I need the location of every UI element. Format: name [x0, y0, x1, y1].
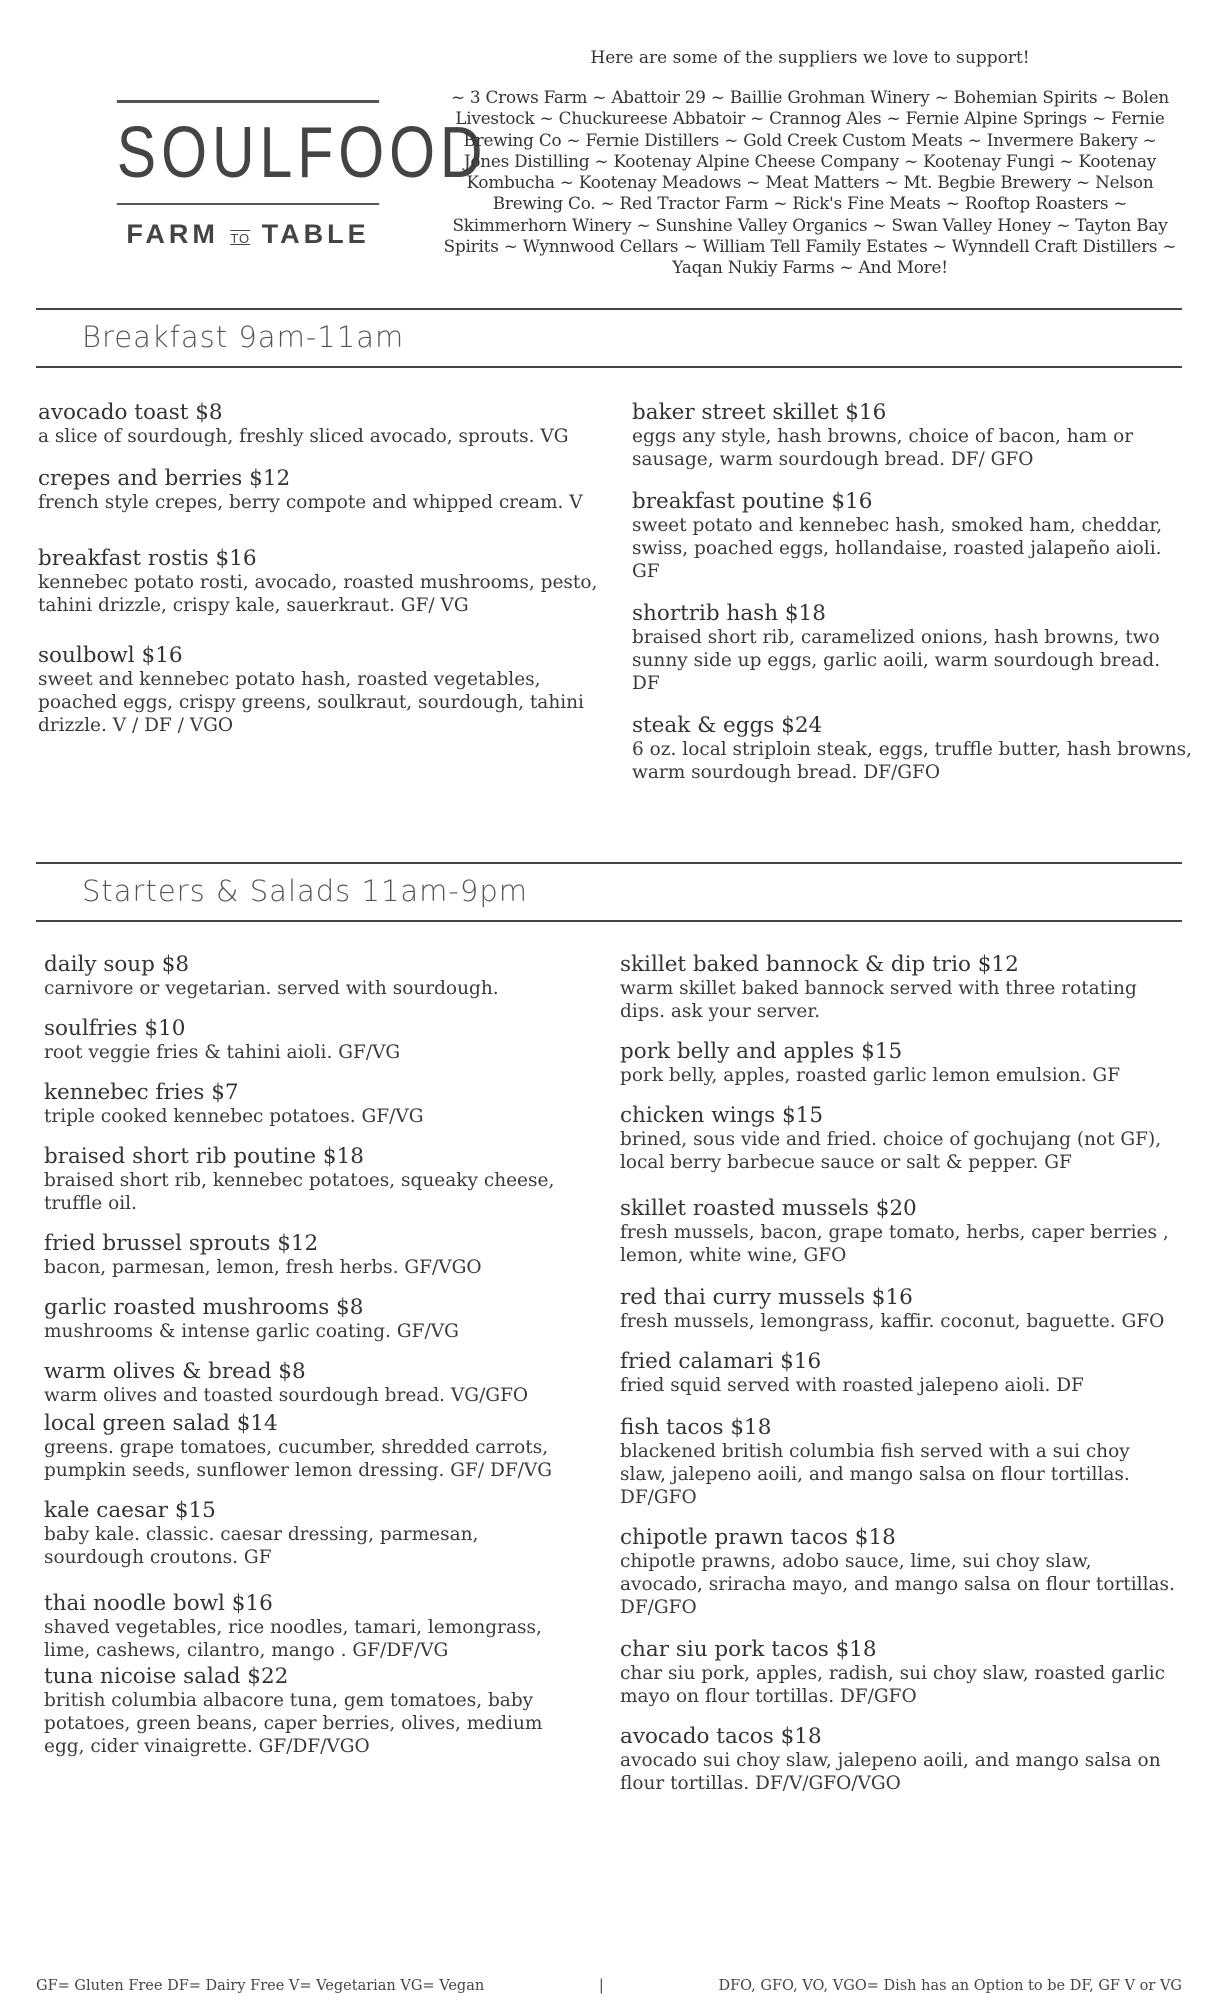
menu-item-description: bacon, parmesan, lemon, fresh herbs. GF/VGO	[44, 1257, 482, 1278]
starters-right-column	[620, 952, 1180, 1795]
logo-tagline	[88, 219, 408, 250]
breakfast-left-column	[38, 400, 598, 737]
menu-item-name: thai noodle bowl $16	[44, 1591, 273, 1616]
menu-item	[44, 1231, 584, 1279]
menu-item	[44, 1591, 584, 1662]
menu-item	[44, 1411, 584, 1482]
menu-item-description: warm skillet baked bannock served with three rotating dips. ask your server.	[620, 978, 1137, 1022]
menu-item	[620, 1285, 1180, 1333]
menu-item	[620, 1415, 1180, 1509]
suppliers-block	[440, 48, 1180, 279]
menu-item-description: char siu pork, apples, radish, sui choy slaw, roasted garlic mayo on flour tortillas. DF/GFO	[620, 1663, 1165, 1707]
menu-item-description: pork belly, apples, roasted garlic lemon emulsion. GF	[620, 1065, 1121, 1086]
menu-item	[632, 713, 1192, 784]
menu-item-description: brined, sous vide and fried. choice of gochujang (not GF), local berry barbecue sauce or salt & pepper. GF	[620, 1129, 1162, 1173]
menu-item	[38, 400, 598, 448]
menu-item-description: kennebec potato rosti, avocado, roasted mushrooms, pesto, tahini drizzle, crispy kale, sauerkraut. GF/ VG	[38, 572, 598, 616]
suppliers-intro: Here are some of the suppliers we love to support!	[590, 48, 1030, 68]
menu-item-description: british columbia albacore tuna, gem tomatoes, baby potatoes, green beans, caper berries, olives, medium egg, cider vinaigrette. GF/DF/VGO	[44, 1690, 543, 1757]
menu-item-name: avocado toast $8	[38, 400, 223, 425]
menu-item-name: red thai curry mussels $16	[620, 1285, 913, 1310]
menu-item-name: skillet roasted mussels $20	[620, 1196, 917, 1221]
menu-item	[620, 1349, 1180, 1397]
dietary-legend-right: DFO, GFO, VO, VGO= Dish has an Option to be DF, GF V or VG	[718, 1978, 1182, 1994]
menu-item-description: warm olives and toasted sourdough bread. VG/GFO	[44, 1385, 529, 1406]
menu-item-name: garlic roasted mushrooms $8	[44, 1295, 364, 1320]
section-divider	[36, 920, 1182, 922]
menu-item-description: braised short rib, kennebec potatoes, squeaky cheese, truffle oil.	[44, 1170, 555, 1214]
menu-item-description: carnivore or vegetarian. served with sourdough.	[44, 978, 499, 999]
menu-item	[44, 1295, 584, 1343]
section-divider	[36, 366, 1182, 368]
menu-item-name: avocado tacos $18	[620, 1724, 822, 1749]
menu-item	[632, 400, 1192, 471]
dietary-legend	[36, 1978, 1182, 1994]
logo-tagline-farm: FARM	[126, 219, 219, 249]
menu-item	[632, 489, 1192, 583]
logo-tagline-table: TABLE	[261, 219, 370, 249]
menu-item-name: shortrib hash $18	[632, 601, 826, 626]
menu-item-description: fried squid served with roasted jalepeno aioli. DF	[620, 1375, 1084, 1396]
menu-item-description: greens. grape tomatoes, cucumber, shredded carrots, pumpkin seeds, sunflower lemon dressing. GF/ DF/VG	[44, 1437, 553, 1481]
menu-item	[620, 1039, 1180, 1087]
menu-item-name: kale caesar $15	[44, 1498, 216, 1523]
menu-item-name: steak & eggs $24	[632, 713, 823, 738]
menu-item-description: sweet potato and kennebec hash, smoked ham, cheddar, swiss, poached eggs, hollandaise, roasted jalapeño aioli. GF	[632, 515, 1163, 582]
menu-item-name: pork belly and apples $15	[620, 1039, 903, 1064]
breakfast-right-column	[632, 400, 1192, 784]
menu-item-name: breakfast rostis $16	[38, 546, 257, 571]
logo-wordmark: SOULFOOD	[117, 100, 379, 205]
menu-item-description: 6 oz. local striploin steak, eggs, truffle butter, hash browns, warm sourdough bread. DF/GFO	[632, 739, 1193, 783]
menu-item-description: chipotle prawns, adobo sauce, lime, sui choy slaw, avocado, sriracha mayo, and mango salsa on flour tortillas. DF/GFO	[620, 1551, 1175, 1618]
menu-item-name: daily soup $8	[44, 952, 190, 977]
menu-item	[44, 1359, 584, 1407]
logo-tagline-to: TO	[230, 231, 251, 246]
section-title-breakfast: Breakfast 9am-11am	[82, 320, 405, 354]
menu-item-description: sweet and kennebec potato hash, roasted vegetables, poached eggs, crispy greens, soulkraut, sourdough, tahini drizzle. V / DF / VGO	[38, 669, 584, 736]
menu-item	[38, 466, 598, 514]
menu-item	[632, 601, 1192, 695]
menu-item	[620, 952, 1180, 1023]
menu-item-description: a slice of sourdough, freshly sliced avocado, sprouts. VG	[38, 426, 569, 447]
menu-item	[44, 1498, 584, 1569]
menu-item-description: eggs any style, hash browns, choice of bacon, ham or sausage, warm sourdough bread. DF/ GFO	[632, 426, 1134, 470]
dietary-legend-left: GF= Gluten Free DF= Dairy Free V= Vegetarian VG= Vegan	[36, 1978, 485, 1994]
logo	[88, 100, 488, 250]
section-title-starters: Starters & Salads 11am-9pm	[82, 874, 529, 908]
menu-item-name: crepes and berries $12	[38, 466, 291, 491]
menu-item	[38, 546, 598, 617]
menu-item-name: braised short rib poutine $18	[44, 1144, 364, 1169]
menu-item-description: triple cooked kennebec potatoes. GF/VG	[44, 1106, 424, 1127]
menu-item-description: french style crepes, berry compote and whipped cream. V	[38, 492, 583, 513]
section-divider	[36, 308, 1182, 310]
menu-item-name: soulbowl $16	[38, 643, 183, 668]
menu-item-name: warm olives & bread $8	[44, 1359, 306, 1384]
menu-item-name: char siu pork tacos $18	[620, 1637, 877, 1662]
menu-item-name: chicken wings $15	[620, 1103, 824, 1128]
menu-item-description: shaved vegetables, rice noodles, tamari, lemongrass, lime, cashews, cilantro, mango . GF/DF/VG	[44, 1617, 542, 1661]
menu-item-name: skillet baked bannock & dip trio $12	[620, 952, 1019, 977]
menu-item-name: breakfast poutine $16	[632, 489, 873, 514]
menu-item	[44, 1080, 584, 1128]
menu-item	[620, 1196, 1180, 1267]
menu-item-description: mushrooms & intense garlic coating. GF/VG	[44, 1321, 459, 1342]
menu-item	[44, 1016, 584, 1064]
menu-item-name: local green salad $14	[44, 1411, 278, 1436]
menu-item-description: root veggie fries & tahini aioli. GF/VG	[44, 1042, 401, 1063]
menu-item-name: chipotle prawn tacos $18	[620, 1525, 896, 1550]
menu-item-name: soulfries $10	[44, 1016, 186, 1041]
menu-item	[38, 643, 598, 737]
menu-item-name: tuna nicoise salad $22	[44, 1664, 289, 1689]
menu-item	[44, 1144, 584, 1215]
menu-item-name: baker street skillet $16	[632, 400, 887, 425]
menu-item	[620, 1724, 1180, 1795]
menu-item-description: baby kale. classic. caesar dressing, parmesan, sourdough croutons. GF	[44, 1524, 479, 1568]
menu-item-description: avocado sui choy slaw, jalepeno aoili, and mango salsa on flour tortillas. DF/V/GFO/VGO	[620, 1750, 1161, 1794]
menu-item-name: fried calamari $16	[620, 1349, 822, 1374]
menu-item-description: braised short rib, caramelized onions, hash browns, two sunny side up eggs, garlic aoili, warm sourdough bread. DF	[632, 627, 1161, 694]
dietary-legend-separator: |	[598, 1978, 604, 1994]
menu-item	[620, 1525, 1180, 1619]
menu-item	[620, 1637, 1180, 1708]
menu-item	[44, 1664, 584, 1758]
menu-item-name: fish tacos $18	[620, 1415, 772, 1440]
starters-left-column	[44, 952, 584, 1758]
menu-item	[620, 1103, 1180, 1174]
menu-item	[44, 952, 584, 1000]
menu-item-description: fresh mussels, lemongrass, kaffir. coconut, baguette. GFO	[620, 1311, 1165, 1332]
menu-item-description: fresh mussels, bacon, grape tomato, herbs, caper berries , lemon, white wine, GFO	[620, 1222, 1169, 1266]
section-divider	[36, 862, 1182, 864]
menu-item-name: fried brussel sprouts $12	[44, 1231, 319, 1256]
suppliers-list: ~ 3 Crows Farm ~ Abattoir 29 ~ Baillie Grohman Winery ~ Bohemian Spirits ~ Bolen Livestock ~ Chuckureese Abbatoir ~ Crannog Ales ~ Fernie Alpine Springs ~ Fernie Brewing Co ~ Fernie Distillers ~ Gold Creek Custom Meats ~ Invermere Bakery ~ Jones Distilling ~ Kootenay Alpine Cheese Company ~ Kootenay Fungi ~ Kootenay Kombucha ~ Kootenay Meadows ~ Meat Matters ~ Mt. Begbie Brewery ~ Nelson Brewing Co. ~ Red Tractor Farm ~ Rick's Fine Meats ~ Rooftop Roasters ~ Skimmerhorn Winery ~ Sunshine Valley Organics ~ Swan Valley Honey ~ Tayton Bay Spirits ~ Wynnwood Cellars ~ William Tell Family Estates ~ Wynndell Craft Distillers ~ Yaqan Nukiy Farms ~ And More!	[443, 87, 1177, 278]
menu-item-description: blackened british columbia fish served with a sui choy slaw, jalepeno aoili, and mango salsa on flour tortillas. DF/GFO	[620, 1441, 1130, 1508]
menu-item-name: kennebec fries $7	[44, 1080, 239, 1105]
